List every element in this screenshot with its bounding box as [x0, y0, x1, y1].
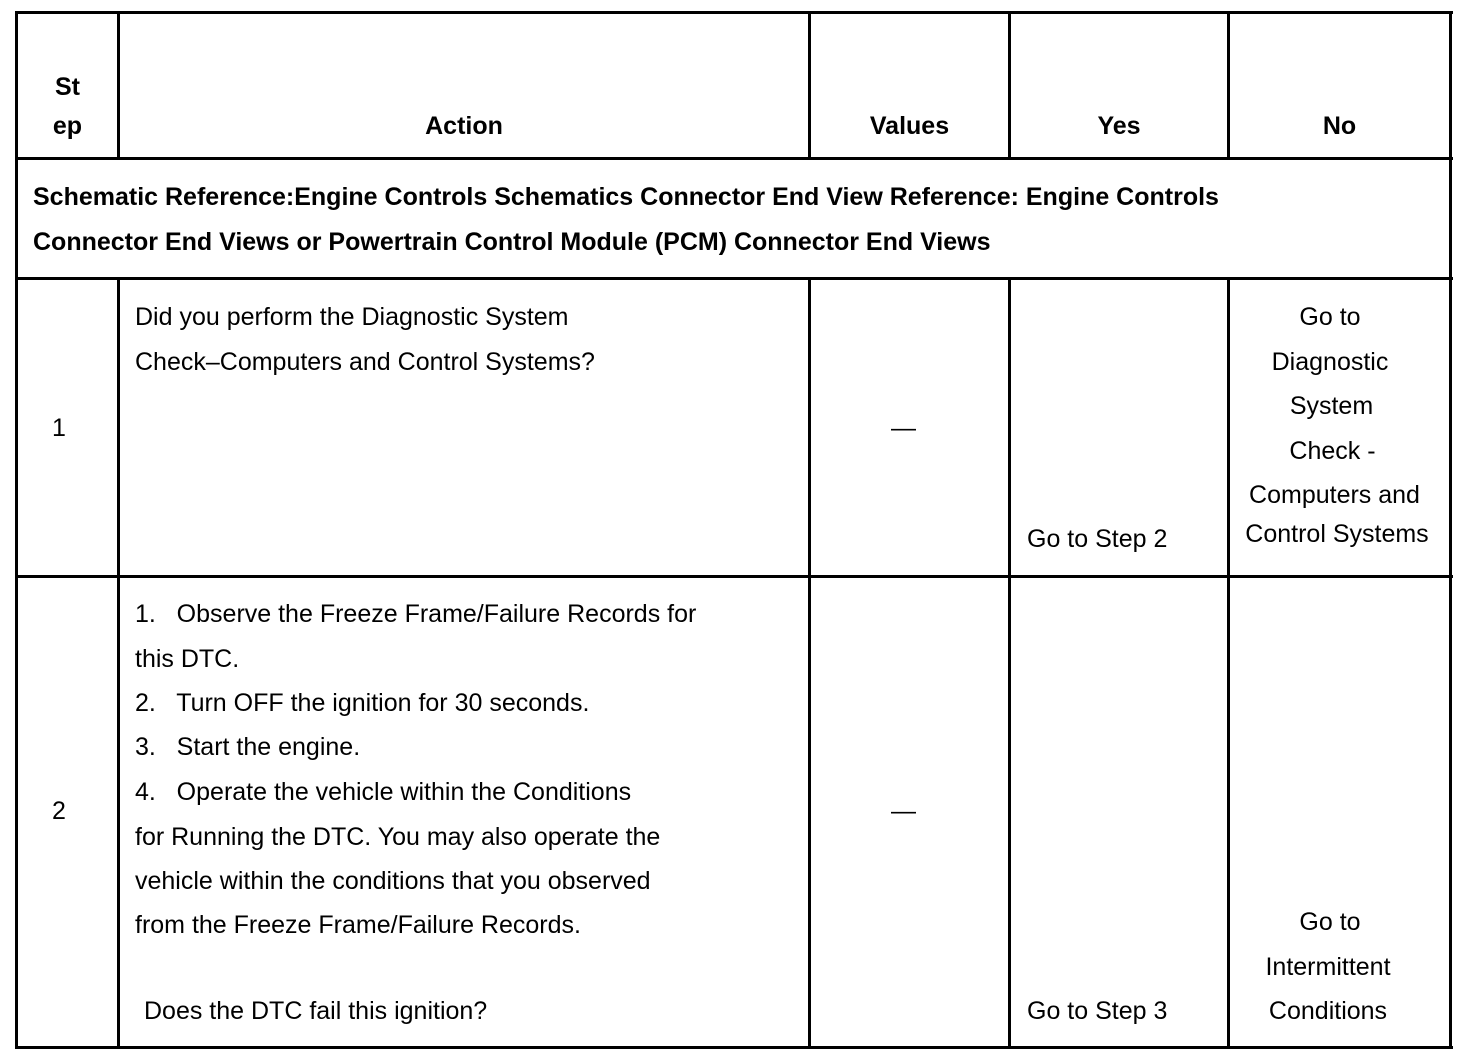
step-number: 2: [52, 797, 66, 825]
header-divider: [15, 157, 1453, 160]
action-line: 2. Turn OFF the ignition for 30 seconds.: [135, 689, 590, 717]
action-line: for Running the DTC. You may also operate the: [135, 823, 661, 851]
no-cell-line: Conditions: [1268, 997, 1388, 1025]
no-cell-line: Intermittent: [1265, 953, 1391, 981]
action-line: 1. Observe the Freeze Frame/Failure Records for: [135, 600, 697, 628]
header-action: Action: [425, 112, 503, 140]
action-line: Did you perform the Diagnostic System: [135, 303, 569, 331]
no-cell-line: Go to: [1299, 303, 1361, 331]
table-border-top: [15, 11, 1453, 14]
step-number: 1: [52, 414, 66, 442]
header-step-line2: ep: [52, 112, 83, 140]
table-border-bottom: [15, 1046, 1453, 1049]
action-line: 4. Operate the vehicle within the Conditions: [135, 778, 632, 806]
header-step-line1: St: [55, 73, 80, 101]
no-cell-line: System: [1289, 392, 1374, 420]
no-cell-line: Computers and: [1249, 481, 1420, 509]
yes-cell: Go to Step 2: [1027, 525, 1168, 553]
table-border-left: [15, 11, 18, 1049]
reference-line: Connector End Views or Powertrain Control Module (PCM) Connector End Views: [33, 228, 991, 256]
table-border-right: [1449, 11, 1452, 1049]
action-line: Check–Computers and Control Systems?: [135, 348, 595, 376]
column-divider: [808, 277, 811, 1049]
no-cell-line: Diagnostic: [1271, 348, 1389, 376]
reference-line: Schematic Reference:Engine Controls Schematics Connector End View Reference: Engine Controls: [33, 183, 1219, 211]
column-divider: [117, 277, 120, 1049]
yes-cell: Go to Step 3: [1027, 997, 1168, 1025]
no-cell-line: Control Systems: [1245, 520, 1429, 548]
reference-divider: [15, 277, 1453, 280]
action-line: vehicle within the conditions that you observed: [135, 867, 651, 895]
header-yes: Yes: [1097, 112, 1141, 140]
header-values: Values: [869, 112, 950, 140]
values-cell: —: [891, 797, 916, 825]
no-cell-line: Check -: [1289, 437, 1376, 465]
action-line: this DTC.: [135, 645, 240, 673]
row-divider: [15, 575, 1453, 578]
header-no: No: [1322, 112, 1357, 140]
action-line: 3. Start the engine.: [135, 733, 361, 761]
action-line: from the Freeze Frame/Failure Records.: [135, 911, 581, 939]
action-question: Does the DTC fail this ignition?: [144, 997, 488, 1025]
values-cell: —: [891, 414, 916, 442]
column-divider: [1008, 277, 1011, 1049]
no-cell-line: Go to: [1299, 908, 1361, 936]
